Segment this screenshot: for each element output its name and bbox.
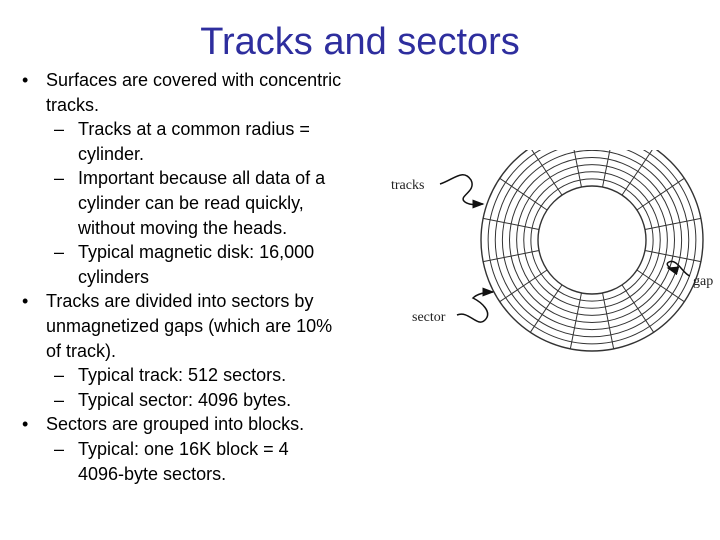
dash-marker: – <box>54 438 65 459</box>
track-circle <box>502 150 681 329</box>
sector-line <box>570 293 581 349</box>
bullet-marker: • <box>22 414 29 435</box>
tracks-arrow <box>440 175 483 205</box>
sector-arrow <box>457 292 493 322</box>
bullet-text: tracks. <box>46 94 100 115</box>
bullet-item <box>22 68 382 117</box>
bullet-item <box>22 412 382 437</box>
sub-bullet-item <box>22 117 382 166</box>
bullet-text: without moving the heads. <box>78 217 288 238</box>
track-circle <box>531 179 653 301</box>
bullet-text: Surfaces are covered with concentric <box>46 70 342 90</box>
gap-label: gap <box>693 274 714 289</box>
bullet-text: Sectors are grouped into blocks. <box>46 414 305 435</box>
bullet-text: 4096-byte sectors. <box>78 463 227 484</box>
bullet-text: Tracks at a common radius = <box>78 119 310 140</box>
bullet-text: Tracks are divided into sectors by <box>46 291 314 312</box>
disk-platter <box>481 150 703 351</box>
dash-marker: – <box>54 119 65 140</box>
sub-bullet-item <box>22 240 382 289</box>
track-circle <box>524 172 661 309</box>
sector-line <box>622 150 654 195</box>
bullet-text: Important because all data of a <box>78 168 326 189</box>
bullet-text: Typical track: 512 sectors. <box>78 365 287 386</box>
sub-bullet-item <box>22 363 382 388</box>
sub-bullet-item <box>22 166 382 240</box>
sub-bullet-item <box>22 388 382 413</box>
track-circle <box>517 165 668 316</box>
bullet-text: cylinder. <box>78 143 145 164</box>
dash-marker: – <box>54 389 65 410</box>
bullet-text: unmagnetized gaps (which are 10% <box>46 315 333 336</box>
tracks-label: tracks <box>391 178 425 193</box>
dash-marker: – <box>54 242 65 263</box>
bullet-text: cylinders <box>78 266 150 287</box>
bullet-text: Typical magnetic disk: 16,000 <box>78 242 315 263</box>
bullet-marker: • <box>22 291 29 312</box>
dash-marker: – <box>54 168 65 189</box>
bullet-text: Typical sector: 4096 bytes. <box>78 389 292 410</box>
track-circle <box>538 186 646 294</box>
bullet-marker: • <box>22 70 29 90</box>
disk-diagram <box>385 150 720 380</box>
sector-line <box>483 218 539 229</box>
bullet-list <box>22 68 382 486</box>
dash-marker: – <box>54 365 65 386</box>
slide-title: Tracks and sectors <box>200 21 520 63</box>
bullet-text: cylinder can be read quickly, <box>78 192 304 213</box>
track-circle <box>510 158 675 323</box>
track-circle <box>481 150 703 351</box>
bullet-text: of track). <box>46 340 117 361</box>
sector-label: sector <box>412 310 446 325</box>
sector-line <box>645 218 701 229</box>
sector-line <box>603 293 614 349</box>
bullet-text: Typical: one 16K block = 4 <box>78 438 289 459</box>
sector-line <box>645 251 701 262</box>
sub-bullet-item <box>22 437 382 486</box>
sector-line <box>530 150 562 195</box>
bullet-item <box>22 289 382 363</box>
sector-line <box>483 251 539 262</box>
